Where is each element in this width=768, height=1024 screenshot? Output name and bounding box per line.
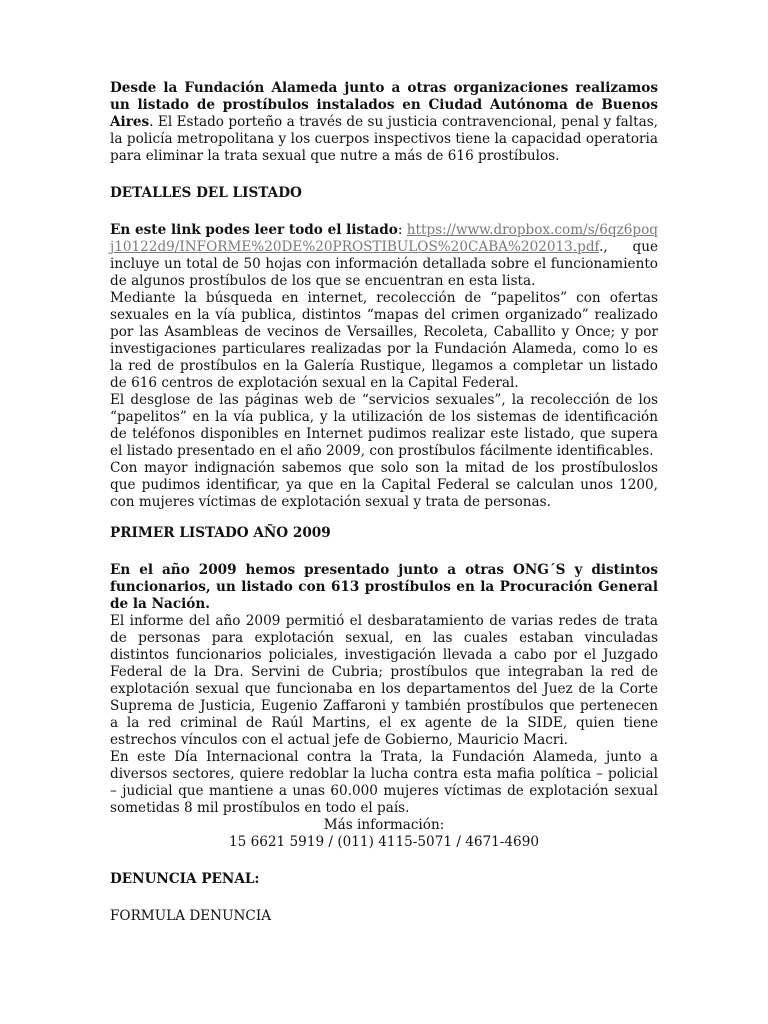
paragraph-2009-bold-text: En el año 2009 hemos presentado junto a otras ONG´S y distintos funcionarios, un listado con 613 prostíbulos en la Procuración General de la Nación xyxy=(110,562,658,612)
dropbox-link[interactable]: https://www.dropbox.com/s/6qz6poqj10122d9/INFORME%20DE%20PROSTIBULOS%20CABA%202013.pdf xyxy=(110,222,658,255)
link-paragraph xyxy=(110,222,658,290)
paragraph-2009-bold xyxy=(110,562,658,613)
paragraph-desglose: El desglose de las páginas web de “servicios sexuales”, la recolección de los “papelitos” en la vía publica, y la utilización de los sistemas de identificación de teléfonos disponibles en Internet pudimos realizar este listado, que supera el listado presentado en el año 2009, con prostíbulos fácilmente identificables. xyxy=(110,392,658,459)
formula-denuncia-text: FORMULA DENUNCIA xyxy=(110,908,272,924)
paragraph-dia-internacional: En este Día Internacional contra la Trata, la Fundación Alameda, junto a diversos sectores, quiere redoblar la lucha contra esta mafia política – policial – judicial que mantiene a unas 60.000 mujeres víctimas de explotación sexual sometidas 8 mil prostíbulos en todo el país. xyxy=(110,749,658,816)
link-trailing-text: ., que incluye un total de 50 hojas con información detallada sobre el funcionamiento de algunos prostíbulos de los que se encuentran en esta lista. xyxy=(110,239,658,289)
section-heading-detalles: DETALLES DEL LISTADO xyxy=(110,185,302,201)
paragraph-busqueda: Mediante la búsqueda en internet, recolección de “papelitos” con ofertas sexuales en la vía publica, distintos “mapas del crimen organizado” realizado por las Asambleas de vecinos de Versailles, Recoleta, Caballito y Once; y por investigaciones particulares realizadas por la Fundación Alameda, como lo es la red de prostíbulos en la Galería Rustique, llegamos a completar un listado de 616 centros de explotación sexual en la Capital Federal. xyxy=(110,290,658,391)
intro-bold-text: Desde la Fundación Alameda junto a otras organizaciones realizamos un listado de prostíbulos instalados en Ciudad Autónoma de Buenos Aires xyxy=(110,80,658,130)
paragraph-2009-bold-end: . xyxy=(205,596,210,612)
section-heading-denuncia: DENUNCIA PENAL: xyxy=(110,871,260,887)
paragraph-informe-2009: El informe del año 2009 permitió el desbaratamiento de varias redes de trata de personas para explotación sexual, en las cuales estaban vinculadas distintos funcionarios policiales, investigación llevada a cabo por el Juzgado Federal de la Dra. Servini de Cubria; prostíbulos que integraban la red de explotación sexual que funcionaba en los departamentos del Juez de la Corte Suprema de Justicia, Eugenio Zaffaroni y también prostíbulos que pertenecen a la red criminal de Raúl Martins, el ex agente de la SIDE, quien tiene estrechos vínculos con el actual jefe de Gobierno, Mauricio Macri. xyxy=(110,613,658,748)
link-lead-text: En este link podes leer todo el listado xyxy=(110,222,398,238)
intro-paragraph xyxy=(110,80,658,165)
link-colon: : xyxy=(397,222,407,238)
section-heading-primer-listado: PRIMER LISTADO AÑO 2009 xyxy=(110,525,331,541)
document-body xyxy=(110,80,658,925)
intro-text: . El Estado porteño a través de su justicia contravencional, penal y faltas, la policía metropolitana y los cuerpos inspectivos tiene la capacidad operatoria para eliminar la trata sexual que nutre a más de 616 prostíbulos. xyxy=(110,114,658,164)
more-info-label: Más información: xyxy=(323,817,445,833)
paragraph-indignacion: Con mayor indignación sabemos que solo son la mitad de los prostíbuloslos que pudimos identificar, ya que en la Capital Federal se calculan unos 1200, con mujeres víctimas de explotación sexual y trata de personas. xyxy=(110,460,658,510)
contact-phones: 15 6621 5919 / (011) 4115-5071 / 4671-4690 xyxy=(228,834,539,850)
